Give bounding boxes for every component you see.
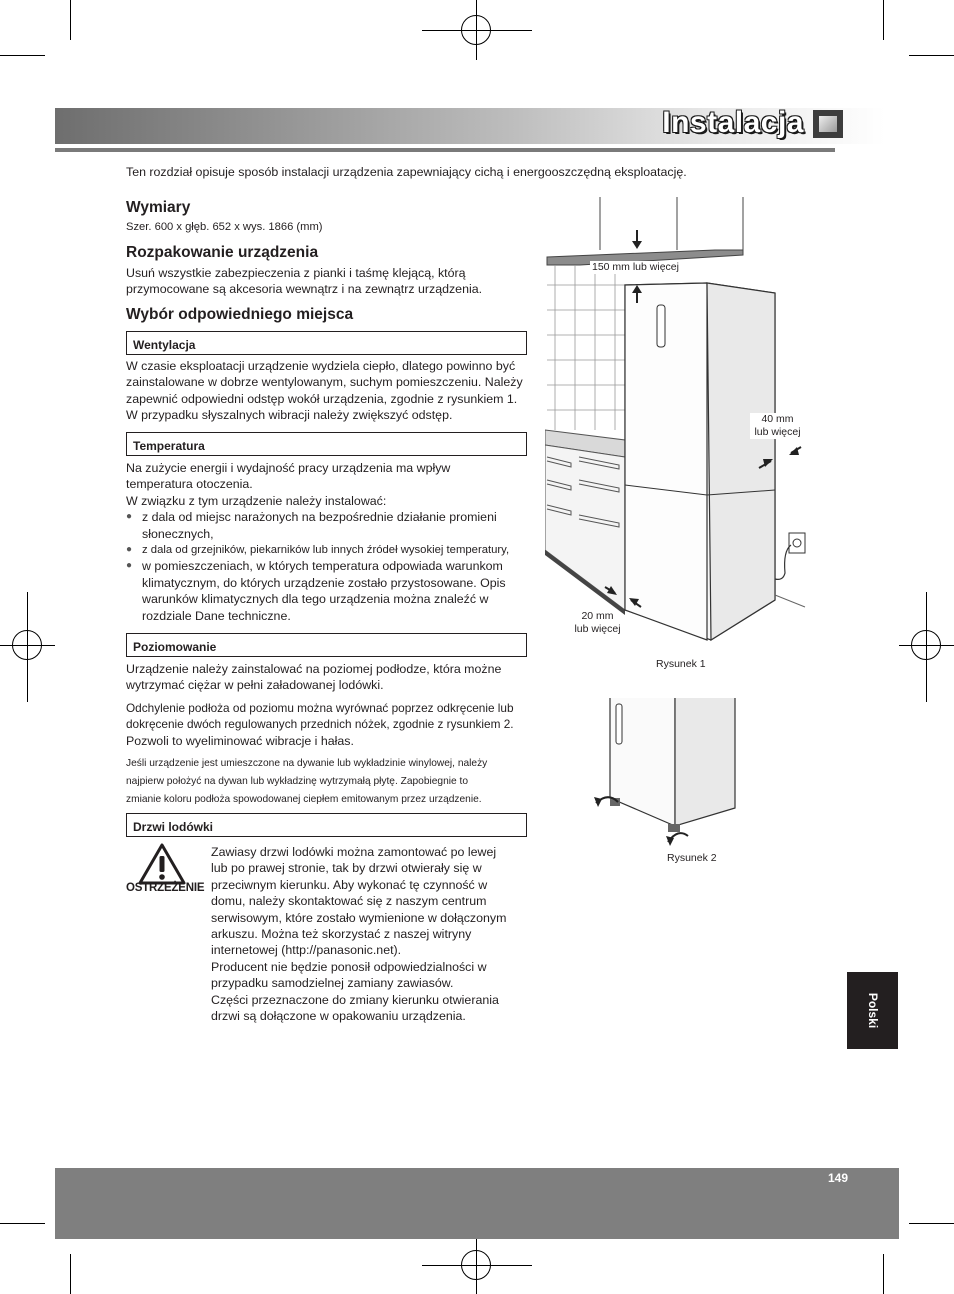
figure-2-caption: Rysunek 2 (667, 852, 717, 864)
text-line: 40 mm (761, 413, 794, 425)
temperature-title-box (126, 432, 527, 456)
title-square-icon (813, 110, 843, 138)
bottom-gap-label (570, 610, 625, 636)
text-line: słonecznych, (142, 526, 214, 541)
text-line: Producent nie będzie ponosił odpowiedzialności w (211, 959, 487, 974)
temperature-bullets (126, 509, 531, 624)
figure-1 (545, 195, 815, 665)
text-line: ● z dala od miejsc narażonych na bezpośrednie działanie promieni (142, 510, 497, 525)
text-line: przymocowane są akcesoria wewnątrz i na zewnątrz urządzenia. (126, 282, 483, 297)
text-line: Usuń wszystkie zabezpieczenia z pianki i taśmę klejącą, którą (126, 266, 466, 280)
text-line: zainstalowane w dobrze wentylowanym, suchym pomieszczeniu. Należy (126, 375, 523, 390)
text-line: zapewnić odpowiedni odstęp wokół urządzenia, zgodnie z rysunkiem 1. (126, 391, 518, 406)
page-number: 149 (828, 1171, 849, 1185)
crop-mark (909, 1223, 954, 1224)
text-line: ● z dala od grzejników, piekarników lub innych źródeł wysokiej temperatury, (142, 544, 510, 557)
text-line: lub więcej (574, 623, 621, 635)
dimensions-heading: Wymiary (126, 199, 191, 216)
text-line: Zawiasy drzwi lodówki można zamontować po lewej (211, 845, 497, 859)
dimensions-text: Szer. 600 x głęb. 652 x wys. 1866 (mm) (126, 221, 323, 233)
top-gap-label: 150 mm lub więcej (592, 261, 679, 273)
leveling-title: Poziomowanie (133, 640, 217, 654)
temperature-title: Temperatura (133, 439, 205, 453)
text-line: internetowej (http://panasonic.net). (211, 943, 402, 958)
language-label: Polski (866, 992, 880, 1029)
leveling-p1 (126, 661, 531, 694)
text-line: W związku z tym urządzenie należy instalować: (126, 493, 387, 508)
side-gap-label (750, 413, 805, 439)
text-line: Części przeznaczone do zmiany kierunku otwierania (211, 992, 499, 1007)
text-line: rozdziale Dane techniczne. (142, 608, 291, 623)
text-line: arkuszu. Można też skorzystać z naszej witryny (211, 927, 472, 942)
doors-text (211, 844, 531, 1024)
list-item (126, 542, 531, 558)
text-line: warunków klimatycznych dla tego urządzenia można znaleźć w (142, 592, 489, 607)
leveling-feet-illustration (590, 698, 740, 848)
text-line: drzwi są dołączone w opakowaniu urządzenia. (211, 1009, 466, 1024)
ventilation-text (126, 358, 531, 424)
crop-mark (883, 1254, 884, 1294)
text-line: przypadku samodzielnej zamiany zawiasów. (211, 976, 454, 991)
registration-mark (461, 15, 491, 45)
text-line: dokręcenie dwóch regulowanych przednich nóżek, zgodnie z rysunkiem 2. (126, 717, 514, 732)
text-line: Odchylenie podłoża od poziomu można wyrównać poprzez odkręcenie lub (126, 701, 514, 715)
location-heading: Wybór odpowiedniego miejsca (126, 306, 354, 323)
text-line: klimatycznym, do których urządzenie zostało przystosowane. Opis (142, 575, 506, 590)
text-line: Pozwoli to wyeliminować wibracje i hałas. (126, 733, 354, 748)
footer-bar (55, 1168, 899, 1239)
ventilation-title-box (126, 331, 527, 355)
text-line: domu, należy skontaktować się z naszym centrum (211, 894, 487, 909)
registration-mark (12, 630, 42, 660)
text-line: Na zużycie energii i wydajność pracy urządzenia ma wpływ (126, 461, 451, 475)
unpacking-heading: Rozpakowanie urządzenia (126, 244, 319, 261)
text-line: wytrzymać ciężar w pełni załadowanej lodówki. (126, 678, 384, 693)
text-line: lub po prawej stronie, tak by drzwi otwierały się w (211, 861, 482, 876)
list-item (126, 558, 531, 624)
warning-label: OSTRZEŻENIE (126, 882, 205, 894)
text-line: najpierw położyć na dywan lub wykładzinę wytrzymałą płytę. Zapobiegnie to (126, 776, 469, 787)
text-line: ● w pomieszczeniach, w których temperatura odpowiada warunkom (142, 559, 503, 574)
registration-mark (461, 1250, 491, 1280)
text-line: 20 mm (581, 610, 614, 622)
doors-title: Drzwi lodówki (133, 820, 214, 834)
crop-mark (70, 0, 71, 40)
leveling-title-box (126, 633, 527, 657)
temperature-text (126, 460, 531, 624)
leveling-p2 (126, 700, 531, 749)
language-tab (847, 972, 898, 1049)
list-item (126, 509, 531, 542)
text-line: temperatura otoczenia. (126, 477, 253, 492)
doors-title-box (126, 813, 527, 837)
text-line: W przypadku słyszalnych wibracji należy zwiększyć odstęp. (126, 408, 453, 423)
header-rule (55, 148, 835, 152)
crop-mark (909, 55, 954, 56)
figure-2 (590, 698, 740, 848)
crop-mark (883, 0, 884, 40)
page-title: Instalacja (662, 106, 804, 139)
crop-mark (0, 55, 45, 56)
ventilation-title: Wentylacja (133, 338, 196, 352)
leveling-p3 (126, 755, 531, 809)
text-line: przeciwnym kierunku. Aby wykonać tę czynność w (211, 877, 488, 892)
text-line: W czasie eksploatacji urządzenie wydziela ciepło, dlatego powinno być (126, 359, 516, 373)
text-line: Urządzenie należy zainstalować na poziomej podłodze, która możne (126, 662, 502, 676)
registration-mark (911, 630, 941, 660)
text-line: zmianie koloru podłoża spowodowanej ciepłem emitowanym przez urządzenie. (126, 794, 482, 805)
text-line: Jeśli urządzenie jest umieszczone na dywanie lub wykładzinie winylowej, należy (126, 758, 488, 769)
text-line: serwisowym, które zostało wymienione w dołączonym (211, 910, 507, 925)
unpacking-text (126, 265, 526, 298)
intro-text: Ten rozdział opisuje sposób instalacji urządzenia zapewniający cichą i energooszczędną eksploatację. (126, 165, 687, 179)
figure-1-caption: Rysunek 1 (656, 658, 706, 670)
crop-mark (0, 1223, 45, 1224)
text-line: lub więcej (754, 426, 801, 438)
crop-mark (70, 1254, 71, 1294)
